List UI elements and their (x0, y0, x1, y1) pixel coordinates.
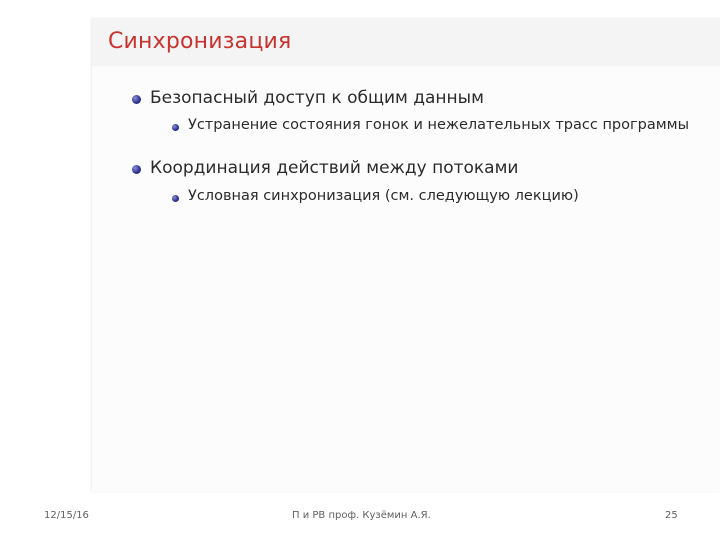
title-bar (92, 18, 720, 66)
footer-date: 12/15/16 (44, 510, 89, 521)
slide-footer (0, 500, 720, 540)
bullet-item-1: Безопасный доступ к общим данным (150, 88, 484, 108)
bullet-ball-icon (132, 165, 141, 174)
sub-bullet-item-2-1: Условная синхронизация (см. следующую лекцию) (188, 188, 579, 204)
sub-bullet-ball-icon (172, 195, 179, 202)
sub-bullet-ball-icon (172, 124, 179, 131)
bullet-ball-icon (132, 95, 141, 104)
sub-bullet-item-1-1: Устранение состояния гонок и нежелательных трасс программы (188, 117, 690, 133)
content-panel (92, 18, 720, 492)
bullet-item-2: Координация действий между потоками (150, 158, 519, 178)
footer-author: П и РВ проф. Кузёмин А.Я. (292, 510, 431, 521)
footer-page-number: 25 (665, 510, 678, 521)
slide-title: Синхронизация (108, 29, 292, 54)
